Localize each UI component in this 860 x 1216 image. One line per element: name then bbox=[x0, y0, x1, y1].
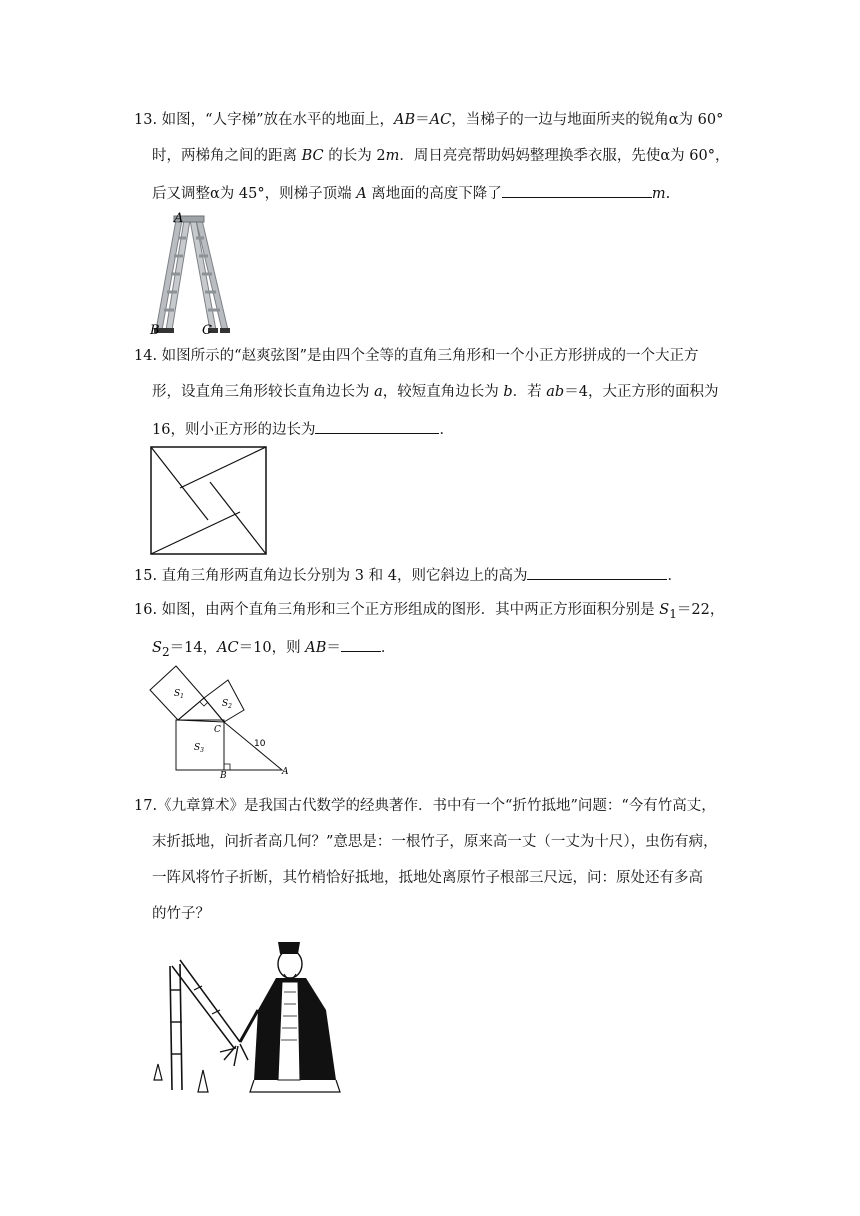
q13-line-3: 后又调整α为 45°，则梯子顶端 A 离地面的高度下降了 m. bbox=[152, 182, 670, 204]
ladder-label-b: B bbox=[150, 323, 160, 336]
q16-line-1: 16. 如图，由两个直角三角形和三个正方形组成的图形．其中两正方形面积分别是 $S_1=22$， bbox=[134, 602, 725, 621]
q16-answer-blank[interactable] bbox=[341, 636, 381, 652]
q17-line-4: 的竹子？ bbox=[152, 906, 210, 922]
q13-answer-blank[interactable] bbox=[502, 182, 652, 198]
q13-line-2: 时，两梯角之间的距离 BC 的长为 2m．周日亮亮帮助妈妈整理换季衣服，先使α为 60°， bbox=[152, 148, 730, 164]
bamboo-scholar-illustration bbox=[150, 930, 360, 1100]
q15-line-1: 15. 直角三角形两直角边长分别为 3 和 4，则它斜边上的高为 ． bbox=[134, 564, 682, 586]
s2-label: $S_2$ bbox=[222, 699, 232, 710]
ladder-label-a: A bbox=[174, 211, 184, 226]
s3-label: $S_3$ bbox=[194, 743, 204, 754]
point-c-label: C bbox=[214, 725, 221, 735]
point-b-label: B bbox=[220, 771, 227, 778]
q14-answer-blank[interactable] bbox=[315, 418, 439, 434]
ladder-figure bbox=[146, 210, 236, 336]
q13-line-1: 13. 如图，“人字梯”放在水平的地面上，AB＝AC，当梯子的一边与地面所夹的锐角α为 60° bbox=[134, 112, 724, 128]
q17-number: 17. bbox=[134, 798, 158, 814]
q16-number: 16. bbox=[134, 602, 158, 618]
q15-number: 15. bbox=[134, 568, 158, 584]
point-a-label: A bbox=[282, 767, 289, 777]
zhao-shuang-figure bbox=[150, 446, 268, 556]
q13-number: 13. bbox=[134, 112, 158, 128]
q17-line-1: 17.《九章算术》是我国古代数学的经典著作．书中有一个“折竹抵地”问题：“今有竹高丈， bbox=[134, 798, 716, 814]
q14-number: 14. bbox=[134, 348, 158, 364]
q14-line-1: 14. 如图所示的“赵爽弦图”是由四个全等的直角三角形和一个小正方形拼成的一个大正方 bbox=[134, 348, 699, 364]
q16-line-2: $S_2=14$，AC＝10，则 AB＝ ． bbox=[152, 636, 395, 662]
length-10-label: 10 bbox=[254, 739, 266, 749]
s1-label: $S_1$ bbox=[174, 689, 184, 700]
q15-answer-blank[interactable] bbox=[527, 564, 667, 580]
q17-line-3: 一阵风将竹子折断，其竹梢恰好抵地，抵地处离原竹子根部三尺远，问：原处还有多高 bbox=[152, 870, 703, 886]
q14-line-3: 16，则小正方形的边长为 ． bbox=[152, 418, 454, 440]
ladder-label-c: C bbox=[202, 323, 212, 336]
q17-line-2: 末折抵地，问折者高几何？”意思是：一根竹子，原来高一丈（一丈为十尺），虫伤有病， bbox=[152, 834, 718, 850]
squares-triangles-figure bbox=[148, 662, 298, 778]
q14-line-2: 形，设直角三角形较长直角边长为 a，较短直角边长为 b．若 ab＝4，大正方形的面积为 bbox=[152, 384, 719, 400]
